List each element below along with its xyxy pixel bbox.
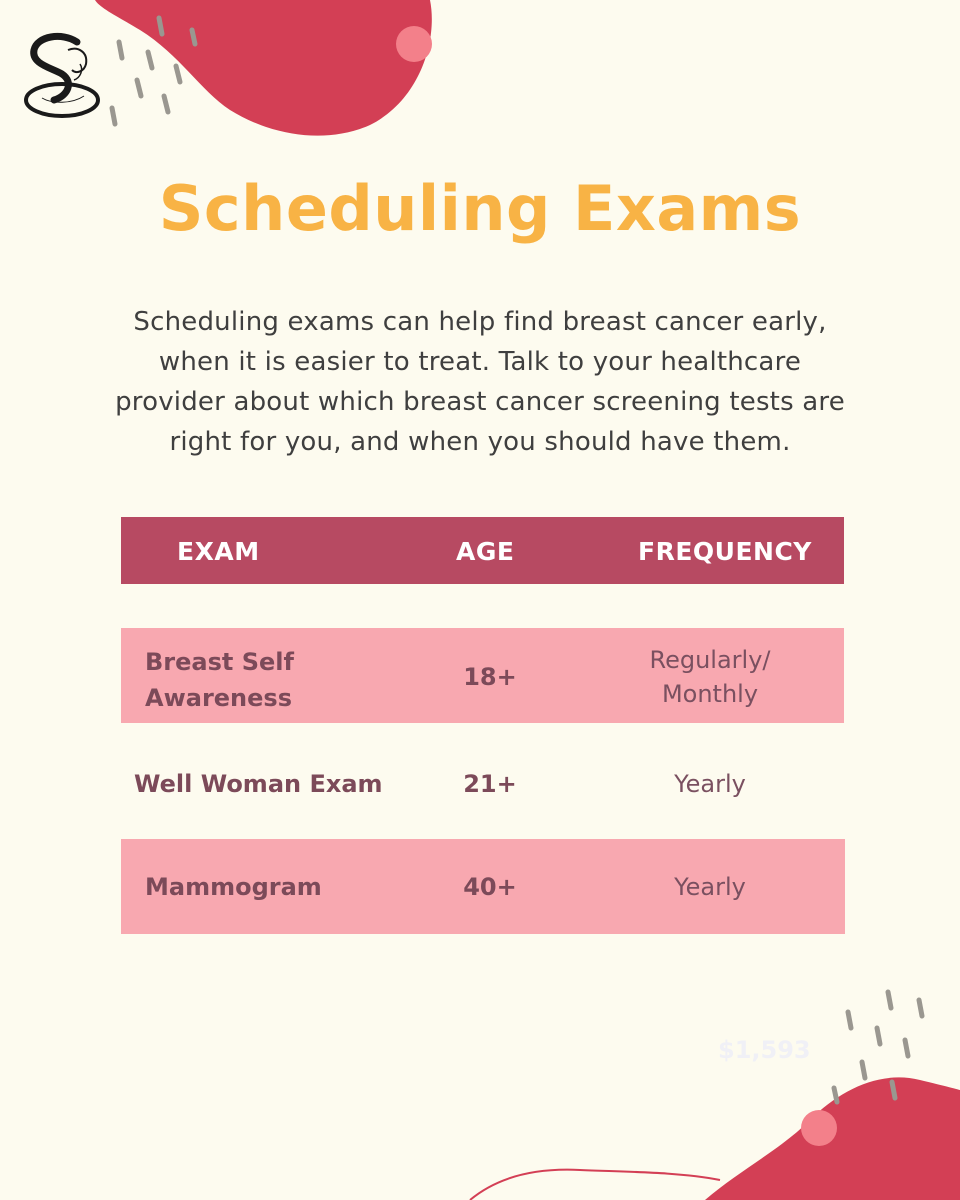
intro-paragraph: Scheduling exams can help find breast cancer early, when it is easier to treat. Talk to your healthcare provider about which breast cancer screening tests are right for you, and when you should have them. <box>115 307 845 457</box>
row-exam-line1: Breast Self <box>145 648 294 676</box>
row-age: 21+ <box>463 770 517 798</box>
row-exam: Mammogram <box>145 873 322 901</box>
bottom-dot <box>801 1110 837 1146</box>
table-row <box>121 628 844 723</box>
table-row <box>121 750 844 820</box>
row-frequency: Yearly <box>674 873 746 901</box>
organization-logo-icon <box>22 30 108 122</box>
table-row <box>121 839 845 934</box>
page-title: Scheduling Exams <box>158 172 802 245</box>
row-frequency-line1: Regularly/ <box>649 646 771 674</box>
faint-watermark-text: $1,593 <box>718 1036 811 1064</box>
top-dashes <box>112 18 195 124</box>
row-exam: Well Woman Exam <box>134 770 383 798</box>
top-dot <box>396 26 432 62</box>
header-age: AGE <box>456 537 515 566</box>
top-blob-shape <box>95 0 432 136</box>
row-frequency: Yearly <box>674 770 746 798</box>
header-exam: EXAM <box>177 537 260 566</box>
bottom-curve-line <box>470 1170 720 1200</box>
bottom-blob-shape <box>705 1077 960 1200</box>
row-frequency-line2: Monthly <box>661 680 759 708</box>
row-age: 18+ <box>463 663 517 691</box>
bottom-dashes <box>834 992 922 1102</box>
table-header <box>121 517 844 584</box>
row-age: 40+ <box>463 873 517 901</box>
header-frequency: FREQUENCY <box>638 537 812 566</box>
row-exam-line2: Awareness <box>145 684 292 712</box>
